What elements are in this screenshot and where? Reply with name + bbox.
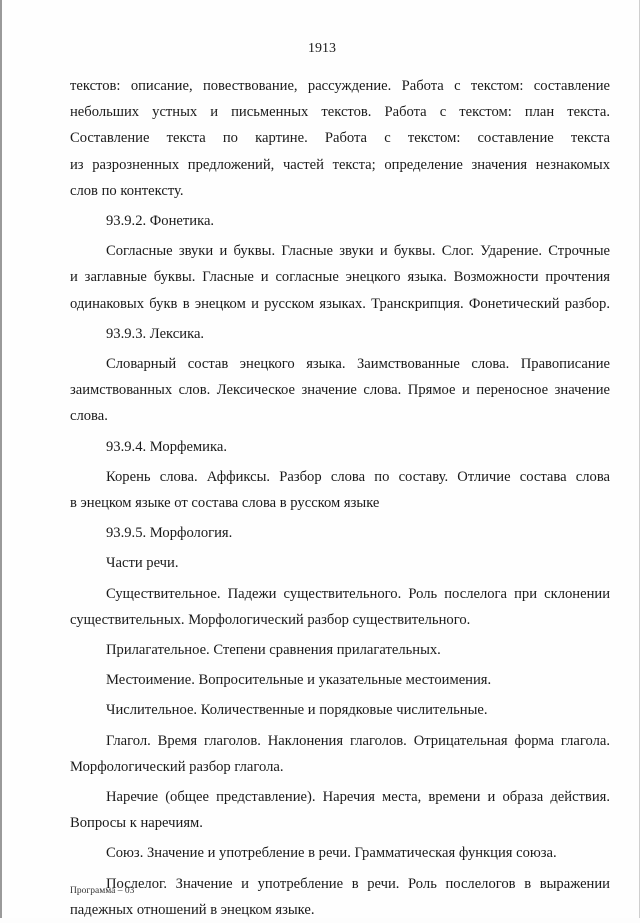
text-line: Глагол. Время глаголов. Наклонения глаголов. Отрицательная форма глагола.: [106, 732, 610, 749]
text-line: одинаковых букв в энецком и русском языках. Транскрипция. Фонетический разбор.: [70, 295, 610, 312]
text-line: Морфологический разбор глагола.: [70, 758, 284, 775]
text-line: Числительное. Количественные и порядковые числительные.: [106, 702, 488, 719]
text-line: падежных отношений в энецком языке.: [70, 901, 315, 918]
text-line: Составление текста по картине. Работа с текстом: составление текста: [70, 130, 610, 147]
text-line: Согласные звуки и буквы. Гласные звуки и буквы. Слог. Ударение. Строчные: [106, 243, 610, 260]
text-line: Прилагательное. Степени сравнения прилагательных.: [106, 642, 441, 659]
text-line: Союз. Значение и употребление в речи. Грамматическая функция союза.: [106, 845, 557, 862]
text-line: заимствованных слов. Лексическое значение слова. Прямое и переносное значение: [70, 382, 610, 399]
text-line: слов по контексту.: [70, 182, 184, 199]
text-line: из разрозненных предложений, частей текста; определение значения незнакомых: [70, 156, 610, 173]
text-line: Части речи.: [106, 555, 179, 572]
text-line: слова.: [70, 408, 108, 425]
section-heading: 93.9.5. Морфология.: [106, 525, 233, 542]
footer-label: Программа – 03: [70, 886, 135, 896]
page-number: 1913: [308, 41, 336, 56]
text-line: Местоимение. Вопросительные и указательные местоимения.: [106, 672, 492, 689]
document-body: [70, 73, 610, 923]
text-line: текстов: описание, повествование, рассуждение. Работа с текстом: составление: [70, 78, 610, 94]
text-line: Наречие (общее представление). Наречия места, времени и образа действия.: [106, 789, 610, 806]
text-line: небольших устных и письменных текстов. Работа с текстом: план текста.: [70, 104, 610, 121]
text-line: существительных. Морфологический разбор существительного.: [70, 611, 471, 628]
text-line: и заглавные буквы. Гласные и согласные энецкого языка. Возможности прочтения: [70, 269, 610, 286]
section-heading: 93.9.4. Морфемика.: [106, 438, 227, 455]
text-line: в энецком языке от состава слова в русском языке: [70, 495, 380, 512]
text-line: Существительное. Падежи существительного. Роль послелога при склонении: [106, 585, 610, 602]
text-line: Вопросы к наречиям.: [70, 815, 203, 832]
text-line: Словарный состав энецкого языка. Заимствованные слова. Правописание: [106, 356, 610, 373]
text-line: Корень слова. Аффиксы. Разбор слова по составу. Отличие состава слова: [106, 468, 610, 485]
text-line: Послелог. Значение и употребление в речи. Роль послелогов в выражении: [106, 875, 610, 892]
section-heading: 93.9.3. Лексика.: [106, 325, 205, 342]
section-heading: 93.9.2. Фонетика.: [106, 213, 215, 230]
